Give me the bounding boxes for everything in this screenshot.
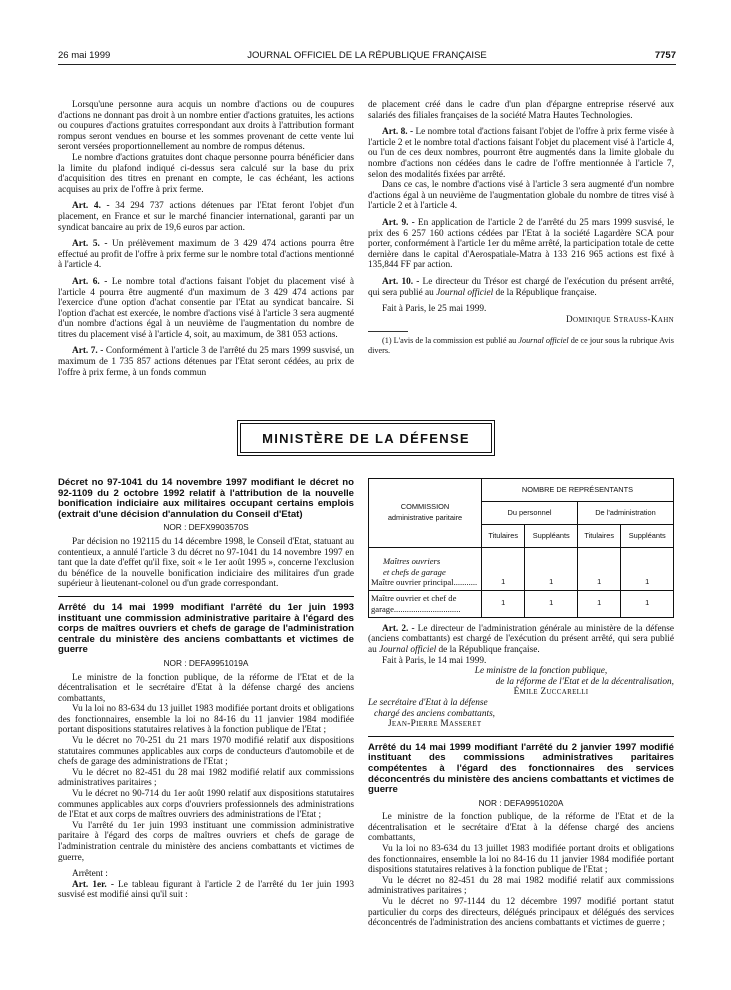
- nor-reference: NOR : DEFX9903570S: [163, 522, 249, 533]
- nor-reference: NOR : DEFA9951019A: [163, 657, 249, 668]
- fait-a-paris: Fait à Paris, le 14 mai 1999.: [382, 655, 487, 666]
- article-label: Art. 7. -: [72, 346, 104, 357]
- visa: Vu le décret no 97-1144 du 12 décembre 1997 modifié portant statut particulier du corps des directeurs, délégués principaux et délégués des services déconcentrés de l'administration des anciens combattants et victimes de guerre ;: [368, 897, 674, 929]
- paragraph: Par décision no 192115 du 14 décembre 1998, le Conseil d'Etat, statuant au contentieux, a annulé l'article 3 du décret no 97-1041 du 14 novembre 1997 en tant que la date d'effet qu'il fixe, soit « le 1er août 1995 », concerne l'exclusion du bénéfice de la nouvelle bonification indiciaire des militaires d'un grade supérieur à lieutenant-colonel ou d'un grade correspondant.: [58, 536, 354, 590]
- ministry-title: MINISTÈRE DE LA DÉFENSE: [262, 430, 470, 446]
- table-cell: 1: [482, 548, 525, 591]
- visa: Vu la loi no 83-634 du 13 juillet 1983 modifiée portant droits et obligations des fonctionnaires, ensemble la loi no 84-16 du 11 janvier 1984 modifiée portant dispositions statutaires relatives à la fonction publique de l'Etat ;: [368, 844, 674, 876]
- arrete-title: Arrêté du 14 mai 1999 modifiant l'arrêté du 2 janvier 1997 modifié instituant des commissions administratives paritaires compétentes à l'égard des fonctionnaires des services déconcentrés du ministère des anciens combattants et victimes de guerre: [368, 741, 674, 796]
- issue-date: 26 mai 1999: [58, 50, 111, 61]
- article-label: Art. 6. -: [72, 276, 108, 287]
- right-bottom-column: [368, 478, 674, 929]
- group-label: Maîtres ouvriers et chefs de garage Maître ouvrier principal...........: [369, 548, 482, 591]
- paragraph: Dans ce cas, le nombre d'actions visé à l'article 3 sera augmenté d'un nombre d'actions égal à un neuvième de l'augmentation globale du nombre de titres visé à l'article 2 et à l'article 4.: [368, 180, 674, 212]
- paragraph: Le ministre de la fonction publique, de la réforme de l'Etat et de la décentralisation et le secrétaire d'Etat à la défense chargé des anciens combattants,: [368, 812, 674, 844]
- arrete-title: Arrêté du 14 mai 1999 modifiant l'arrêté du 1er juin 1993 instituant une commission administrative paritaire à l'égard des corps de maîtres ouvriers et chefs de garage de l'administration centrale du ministère des anciens combattants et victimes de guerre: [58, 601, 354, 656]
- page-number: 7757: [654, 50, 676, 61]
- table-row: [369, 548, 674, 591]
- table-cell: 1: [577, 590, 620, 617]
- signature: Dominique Strauss-Kahn: [565, 314, 674, 325]
- row-label: Maître ouvrier et chef de garage...............................: [369, 590, 482, 617]
- article-2: Art. 2. - Le directeur de l'administration générale au ministère de la défense (anciens combattants) est chargé de l'exécution du présent arrêté, qui sera publié au Journal officiel de la République française.: [368, 623, 674, 655]
- article-6: Art. 6. - Le nombre total d'actions faisant l'objet du placement visé à l'article 4 pourra être augmenté d'un maximum de 3 429 474 actions par l'exercice d'une option d'achat consentie par l'Etat au syndicat bancaire. Si l'option d'achat est exercée, le nombre d'actions visé à l'article 3 sera augmenté d'un nombre d'actions égal à un neuvième de l'augmentation du nombre de titres du placement visé à l'article 4, soit, au maximum, de 381 053 actions.: [58, 276, 354, 340]
- signatory-title: Le ministre de la fonction publique,: [474, 666, 608, 677]
- article-9: Art. 9. - En application de l'article 2 de l'arrêté du 25 mars 1999 susvisé, le prix des 6 257 160 actions cédées par l'Etat à la société Lagardère SCA pour porter, conformément à l'article 1er du même arrêté, la participation totale de cette dernière dans le capital d'Aerospatiale-Matra à 133 216 965 actions est fixé à 135,844 FF par action.: [368, 217, 674, 271]
- table-main-header: NOMBRE DE REPRÉSENTANTS: [482, 479, 674, 502]
- footnote-rule: [368, 331, 408, 332]
- table-cell: 1: [525, 590, 578, 617]
- article-label: Art. 4. -: [72, 201, 110, 212]
- visa: Vu le décret no 70-251 du 21 mars 1970 modifié relatif aux dispositions statutaires communes applicables aux corps de conducteurs d'automobile et de chefs de garage des administrations de l'Etat ;: [58, 736, 354, 768]
- table-cell: 1: [621, 548, 674, 591]
- journal-title: JOURNAL OFFICIEL DE LA RÉPUBLIQUE FRANÇAISE: [247, 50, 487, 61]
- group-personnel-header: Du personnel: [482, 502, 578, 525]
- col-titulaires: Titulaires: [482, 525, 525, 548]
- table-cell: 1: [621, 590, 674, 617]
- table-row: [369, 590, 674, 617]
- decret-title: Décret no 97-1041 du 14 novembre 1997 modifiant le décret no 92-1109 du 2 octobre 1992 relatif à l'attribution de la nouvelle bonification indiciaire aux militaires occupant certains emplois (extrait d'une décision d'annulation du Conseil d'Etat): [58, 477, 354, 520]
- separator: [368, 736, 674, 737]
- table-cell: 1: [577, 548, 620, 591]
- col-suppleants: Suppléants: [621, 525, 674, 548]
- arretent: Arrêtent :: [72, 869, 108, 880]
- article-1: Art. 1er. - Le tableau figurant à l'article 2 de l'arrêté du 1er juin 1993 susvisé est modifié ainsi qu'il suit :: [58, 879, 354, 901]
- visa: Vu l'arrêté du 1er juin 1993 instituant une commission administrative paritaire à l'égard des corps de maîtres ouvriers et chefs de garage de l'administration centrale du ministère des anciens combattants et victimes de guerre,: [58, 820, 354, 863]
- article-7: Art. 7. - Conformément à l'article 3 de l'arrêté du 25 mars 1999 susvisé, un maximum de 1 735 857 actions détenues par l'Etat seront cédées, au prix de l'offre à prix ferme, à un fonds commun: [58, 346, 354, 378]
- paragraph: de placement créé dans le cadre d'un plan d'épargne entreprise réservé aux salariés des filiales françaises de la société Matra Hautes Technologies.: [368, 100, 674, 121]
- paragraph: Lorsqu'une personne aura acquis un nombre d'actions ou de coupures d'actions ne donnant pas droit à un nombre entier d'actions gratuites, les actions ou coupures d'actions gratuites correspondant aux droits à l'attribution formant rompus seront vendues en bourse et les sommes provenant de cette vente lui seront versées proportionnellement au nombre de rompus détenus.: [58, 100, 354, 153]
- article-4: Art. 4. - 34 294 737 actions détenues par l'Etat feront l'objet d'un placement, en France et sur le marché financier international, garanti par un syndicat bancaire au prix de 19,6 euros par action.: [58, 201, 354, 233]
- article-8: Art. 8. - Le nombre total d'actions faisant l'objet de l'offre à prix ferme visée à l'article 2 et le nombre total d'actions faisant l'objet du placement visé à l'article 4, ou l'un de ces deux nombres, pourront être augmentés dans la limite globale du nombre d'actions non cédées dans le cadre de l'offre mentionnée à l'article 7, selon des modalités fixées par arrêté.: [368, 127, 674, 180]
- footnote: (1) L'avis de la commission est publié au Journal officiel de ce jour sous la rubrique Avis divers.: [368, 336, 674, 355]
- article-10: Art. 10. - Le directeur du Trésor est chargé de l'exécution du présent arrêté, qui sera publié au Journal officiel de la République française.: [368, 276, 674, 298]
- signatory-title: Le secrétaire d'Etat à la défense: [368, 697, 488, 708]
- commission-header: COMMISSION administrative paritaire: [369, 479, 482, 548]
- signature: Émile Zuccarelli: [513, 687, 589, 698]
- paragraph: Le nombre d'actions gratuites dont chaque personne pourra bénéficier dans la limite du plafond indiqué ci-dessus sera calculé sur la base du prix d'acquisition des titres en prenant en compte, le cas échéant, les actions acquises au prix de l'offre à prix ferme.: [58, 152, 354, 195]
- table-cell: 1: [482, 590, 525, 617]
- nor-reference: NOR : DEFA9951020A: [478, 797, 564, 808]
- header-rule: [58, 64, 676, 65]
- signatory-title: chargé des anciens combattants,: [374, 708, 496, 719]
- ministry-banner: [240, 423, 492, 453]
- visa: Vu le décret no 90-714 du 1er août 1990 relatif aux dispositions statutaires communes applicables aux corps d'ouvriers professionnels des administrations de l'Etat et aux corps de maîtres ouvriers des administrations de l'Etat ;: [58, 789, 354, 821]
- paragraph: Le ministre de la fonction publique, de la réforme de l'Etat et de la décentralisation et le secrétaire d'Etat à la défense chargé des anciens combattants,: [58, 672, 354, 704]
- col-suppleants: Suppléants: [525, 525, 578, 548]
- signatory-title: de la réforme de l'Etat et de la décentralisation,: [495, 676, 674, 687]
- left-top-column: [58, 100, 354, 378]
- representatives-table: [368, 478, 674, 618]
- article-label: Art. 5. -: [72, 239, 108, 250]
- page-header: [58, 50, 676, 64]
- visa: Vu la loi no 83-634 du 13 juillet 1983 modifiée portant droits et obligations des fonctionnaires, ensemble la loi no 84-16 du 11 janvier 1984 modifiée portant dispositions statutaires relatives à la fonction publique de l'Etat ;: [58, 704, 354, 736]
- separator: [58, 596, 354, 597]
- left-bottom-column: [58, 478, 354, 901]
- col-titulaires: Titulaires: [577, 525, 620, 548]
- right-top-column: [368, 100, 674, 355]
- signature: Jean-Pierre Masseret: [388, 719, 482, 730]
- group-admin-header: De l'administration: [577, 502, 673, 525]
- article-5: Art. 5. - Un prélèvement maximum de 3 429 474 actions pourra être effectué au profit de l'offre à prix ferme sur le nombre total d'actions mentionné à l'article 4.: [58, 239, 355, 271]
- visa: Vu le décret no 82-451 du 28 mai 1982 modifié relatif aux commissions administratives paritaires ;: [368, 875, 674, 897]
- table-cell: 1: [525, 548, 578, 591]
- visa: Vu le décret no 82-451 du 28 mai 1982 modifié relatif aux commissions administratives paritaires ;: [58, 767, 354, 789]
- fait-a-paris: Fait à Paris, le 25 mai 1999.: [382, 304, 487, 315]
